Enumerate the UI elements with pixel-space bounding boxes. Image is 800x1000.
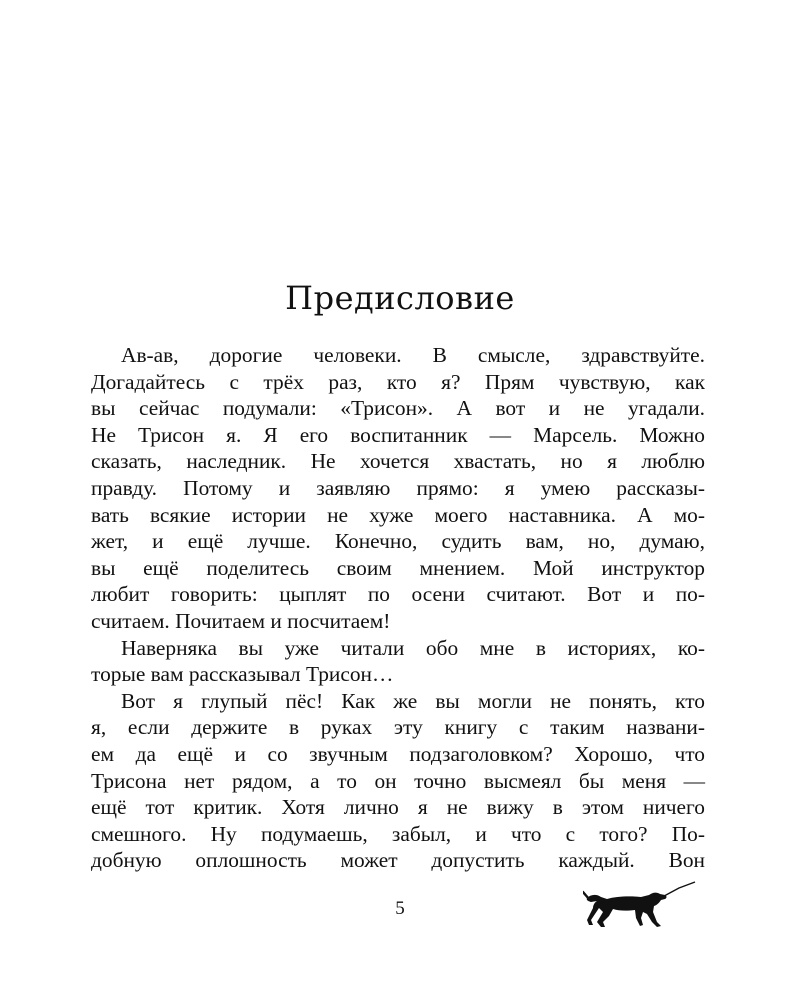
text-line: Ав-ав, дорогие человеки. В смысле, здравствуйте. bbox=[121, 343, 705, 367]
text-line: Догадайтесь с трёх раз, кто я? Прям чувствую, как bbox=[91, 369, 705, 394]
text-line: вы сейчас подумали: «Трисон». А вот и не угадали. bbox=[91, 396, 705, 421]
text-line: смешного. Ну подумаешь, забыл, и что с того? По- bbox=[91, 821, 705, 846]
text-line: Наверняка вы уже читали обо мне в историях, ко- bbox=[121, 635, 705, 660]
body-text bbox=[91, 342, 705, 874]
dog-silhouette-icon bbox=[583, 878, 707, 938]
text-line: жет, и ещё лучше. Конечно, судить вам, но, думаю, bbox=[91, 529, 705, 554]
text-line: я, если держите в руках эту книгу с таким названи- bbox=[91, 715, 705, 740]
text-line: ем да ещё и со звучным подзаголовком? Хорошо, что bbox=[91, 741, 705, 766]
text-line: считаем. Почитаем и посчитаем! bbox=[91, 608, 391, 633]
text-line: Трисона нет рядом, а то он точно высмеял бы меня — bbox=[91, 768, 705, 793]
text-line: ещё тот критик. Хотя лично я не вижу в этом ничего bbox=[91, 795, 705, 820]
text-line: любит говорить: цыплят по осени считают. Вот и по- bbox=[91, 582, 705, 607]
text-line: Вот я глупый пёс! Как же вы могли не понять, кто bbox=[121, 688, 705, 713]
chapter-title: Предисловие bbox=[285, 279, 515, 317]
text-line: правду. Потому и заявляю прямо: я умею рассказы- bbox=[91, 475, 705, 500]
text-line: вы ещё поделитесь своим мнением. Мой инструктор bbox=[91, 555, 705, 580]
text-line: торые вам рассказывал Трисон… bbox=[91, 662, 394, 687]
page-number: 5 bbox=[395, 898, 405, 919]
text-line: Не Трисон я. Я его воспитанник — Марсель. Можно bbox=[91, 422, 705, 447]
text-line: сказать, наследник. Не хочется хвастать, но я люблю bbox=[91, 449, 705, 474]
text-line: вать всякие истории не хуже моего наставника. А мо- bbox=[91, 502, 705, 527]
text-line: добную оплошность может допустить каждый. Вон bbox=[91, 848, 705, 873]
